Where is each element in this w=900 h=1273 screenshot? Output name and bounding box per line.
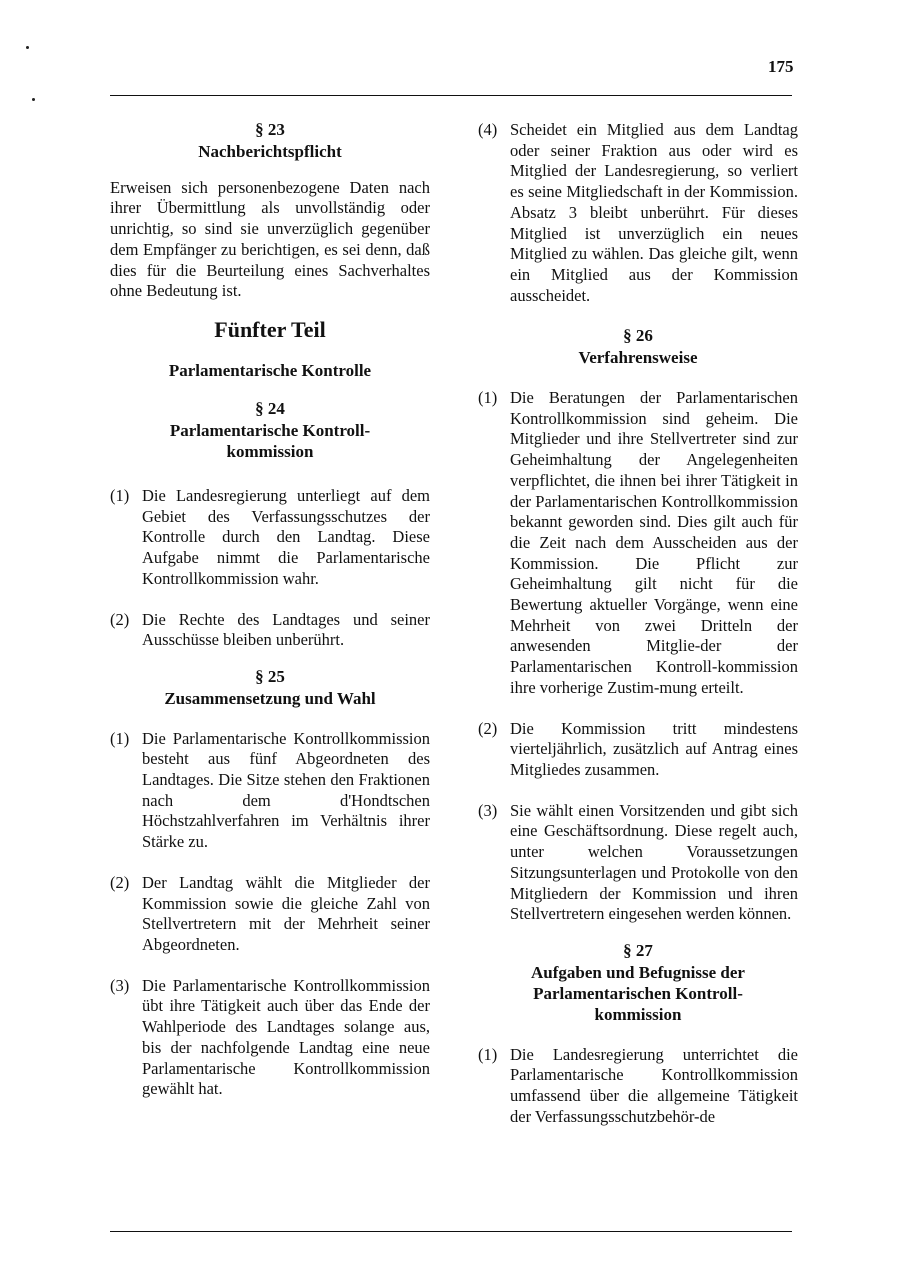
right-column	[478, 120, 798, 1127]
section-23-number: § 23	[255, 120, 285, 139]
section-27-number: § 27	[623, 940, 653, 960]
section-23-text: Erweisen sich personenbezogene Daten nach ihrer Übermittlung als unvollständig oder unrichtig, so sind sie unverzüglich gegenüber dem Empfänger zu berichtigen, es sei denn, daß dies für die Beurteilung eines Sachverhaltes ohne Bedeutung ist.	[110, 177, 430, 301]
section-25-item	[478, 120, 798, 306]
footer-rule	[110, 1231, 792, 1232]
item-number: (4)	[478, 120, 498, 139]
section-25-item	[110, 873, 430, 956]
item-text: Die Rechte des Landtages und seiner Ausschüsse bleiben unberührt.	[142, 609, 430, 650]
section-25-title: Zusammensetzung und Wahl	[164, 688, 376, 708]
section-23-title: Nachberichtspflicht	[198, 141, 342, 161]
section-26-item	[478, 719, 798, 781]
left-column	[110, 120, 430, 1100]
item-text: Die Parlamentarische Kontrollkommission übt ihre Tätigkeit auch über das Ende der Wahlperiode des Landtages solange aus, bis der nachfolgende Landtag eine neue Parlamentarische Kontrollkommission gewählt hat.	[142, 975, 430, 1099]
section-25-item	[110, 729, 430, 853]
header-rule	[110, 95, 792, 96]
part-title: Fünfter Teil	[214, 316, 326, 342]
section-25-item	[110, 976, 430, 1100]
item-text: Die Parlamentarische Kontrollkommission besteht aus fünf Abgeordneten des Landtages. Die Sitze stehen den Fraktionen nach dem d'Hondtschen Höchstzahlverfahren im Verhältnis ihrer Stärke zu.	[142, 728, 430, 852]
section-27-title: Aufgaben und Befugnisse der Parlamentarischen Kontroll-kommission	[531, 962, 745, 1024]
section-24-number: § 24	[255, 399, 285, 419]
part-subtitle: Parlamentarische Kontrolle	[168, 360, 372, 380]
section-26-title: Verfahrensweise	[578, 348, 698, 368]
item-number: (1)	[110, 728, 130, 748]
item-text: Die Landesregierung unterrichtet die Parlamentarische Kontrollkommission umfassend über die allgemeine Tätigkeit der Verfassungsschutzbehör-de	[510, 1044, 798, 1126]
item-number: (1)	[478, 388, 498, 408]
item-number: (1)	[110, 486, 130, 506]
section-24-title: Parlamentarische Kontroll-kommission	[169, 421, 371, 462]
item-text: Die Kommission tritt mindestens vierteljährlich, zusätzlich auf Antrag eines Mitgliedes zusammen.	[510, 718, 798, 779]
item-text: Der Landtag wählt die Mitglieder der Kommission sowie die gleiche Zahl von Stellvertretern mit der Mehrheit seiner Abgeordneten.	[142, 872, 430, 954]
section-24-item	[110, 486, 430, 590]
item-number: (2)	[110, 872, 130, 892]
section-26-number: § 26	[623, 326, 653, 346]
item-number: (3)	[478, 800, 498, 820]
item-number: (2)	[110, 609, 130, 629]
section-24-item	[110, 610, 430, 651]
item-text: Sie wählt einen Vorsitzenden und gibt sich eine Geschäftsordnung. Diese regelt auch, unter welchen Voraussetzungen Sitzungsunterlagen und Protokolle von den Mitgliedern der Kommission und ihren Stellvertretern eingesehen werden können.	[510, 800, 798, 924]
item-number: (1)	[478, 1044, 498, 1064]
item-text: Scheidet ein Mitglied aus dem Landtag oder seiner Fraktion aus oder wird es Mitglied der Landesregierung, so verliert es seine Mitgliedschaft in der Kommission. Absatz 3 bleibt unberührt. Für dieses Mitglied ist unverzüglich ein neues Mitglied zu wählen. Das gleiche gilt, wenn ein Mitglied aus der Kommission ausscheidet.	[510, 120, 798, 305]
section-26-item	[478, 801, 798, 925]
scan-speck	[32, 98, 35, 101]
section-27-item	[478, 1045, 798, 1128]
item-text: Die Landesregierung unterliegt auf dem Gebiet des Verfassungsschutzes der Kontrolle durch den Landtag. Diese Aufgabe nimmt die Parlamentarische Kontrollkommission wahr.	[142, 486, 430, 588]
scan-speck	[26, 46, 29, 49]
page-number: 175	[768, 57, 794, 76]
section-26-item	[478, 388, 798, 699]
section-25-number: § 25	[255, 666, 285, 686]
item-text: Die Beratungen der Parlamentarischen Kontrollkommission sind geheim. Die Mitglieder und ihre Stellvertreter sind zur Geheimhaltung der Angelegenheiten verpflichtet, die ihnen bei ihrer Tätigkeit in der Parlamentarischen Kontrollkommission bekannt geworden sind. Dies gilt auch für die Zeit nach dem Ausscheiden aus der Kommission. Die Pflicht zur Geheimhaltung gilt nicht für die Bewertung aktueller Vorgänge, wenn eine Mehrheit von zwei Dritteln der anwesenden Mitglie-der der Parlamentarischen Kontroll-kommission ihre vorherige Zustim-mung erteilt.	[510, 388, 798, 697]
item-number: (2)	[478, 718, 498, 738]
item-number: (3)	[110, 975, 130, 995]
